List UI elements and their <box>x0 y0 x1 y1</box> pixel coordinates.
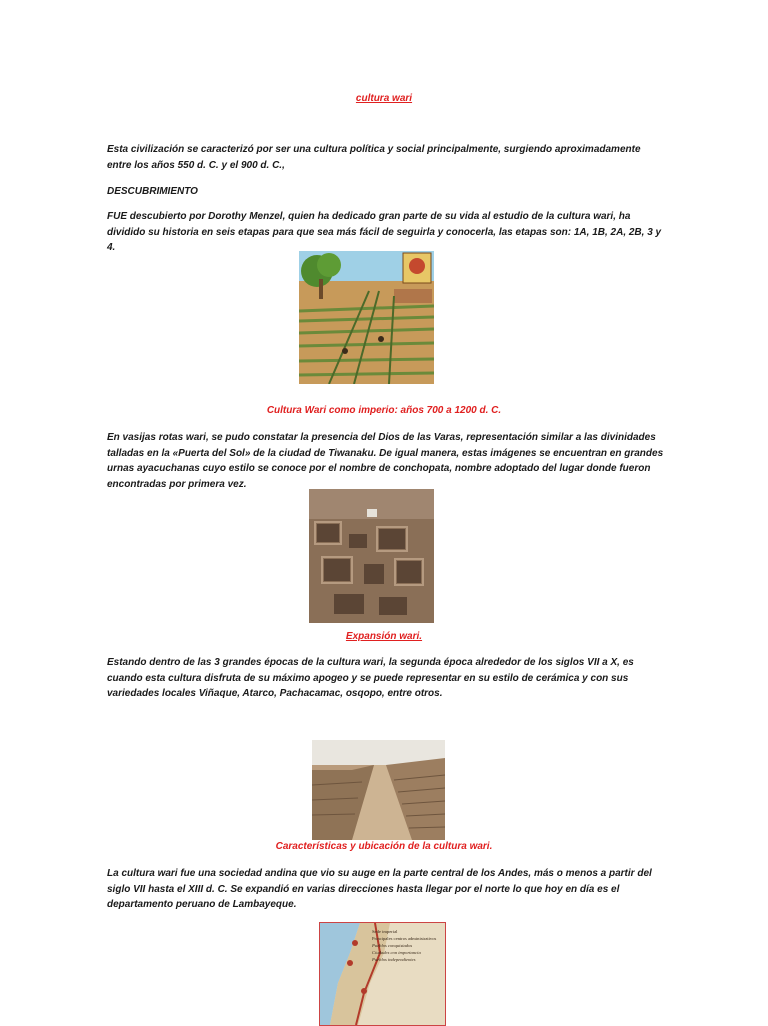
wari-ruins-photo <box>309 489 434 623</box>
discovery-paragraph: FUE descubierto por Dorothy Menzel, quien ha dedicado gran parte de su vida al estudio de la cultura wari, ha dividido su historia en seis etapas para que sea más fácil de seguirla y conocerla, las etapas son: 1A, 1B, 2A, 2B, 3 y 4. <box>107 211 662 253</box>
intro-paragraph: Esta civilización se caracterizó por ser una cultura política y social principalmente, surgiendo aproximadamente entre los años 550 d. C. y el 900 d. C., <box>107 144 641 171</box>
wari-stone-path-photo <box>312 740 445 840</box>
wari-agriculture-illustration <box>299 251 434 384</box>
page-title: cultura wari <box>355 93 413 104</box>
map-legend-item: Pueblos conquistados <box>372 943 413 948</box>
map-legend-item: Principales centros administrativos <box>372 936 437 941</box>
expansion-heading: Expansión wari. <box>345 631 423 642</box>
wari-territory-map <box>319 922 446 1026</box>
map-legend <box>372 928 442 963</box>
empire-heading: Cultura Wari como imperio: años 700 a 1200 d. C. <box>266 405 502 416</box>
empire-paragraph: En vasijas rotas wari, se pudo constatar la presencia del Dios de las Varas, representación similar a las divinidades talladas en la «Puerta del Sol» de la ciudad de Tiwanaku. De igual manera, estas imágenes se encuentran en grandes urnas ayacuchanas cuyo estilo se conoce por el nombre de conchopata, nombre adoptado del lugar donde fueron encontradas por primera vez. <box>107 432 664 490</box>
characteristics-heading: Características y ubicación de la cultura wari. <box>275 841 493 852</box>
map-legend-item: Ciudades con importancia <box>372 950 421 955</box>
map-legend-item: Pueblos independientes <box>372 957 416 962</box>
characteristics-paragraph: La cultura wari fue una sociedad andina que vio su auge en la parte central de los Andes, más o menos a partir del siglo VII hasta el XIII d. C. Se expandió en varias direcciones hasta llegar por el norte lo que hoy en día es el departamento peruano de Lambayeque. <box>107 868 652 910</box>
expansion-paragraph: Estando dentro de las 3 grandes épocas de la cultura wari, la segunda época alrededor de los siglos VII a X, es cuando esta cultura disfruta de su máximo apogeo y se puede representar en su estilo de cerámica y con sus variedades locales Viñaque, Atarco, Pachacamac, osqopo, entre otros. <box>107 657 634 699</box>
discovery-label: DESCUBRIMIENTO <box>107 186 198 197</box>
map-legend-item: Sede imperial <box>372 929 398 934</box>
